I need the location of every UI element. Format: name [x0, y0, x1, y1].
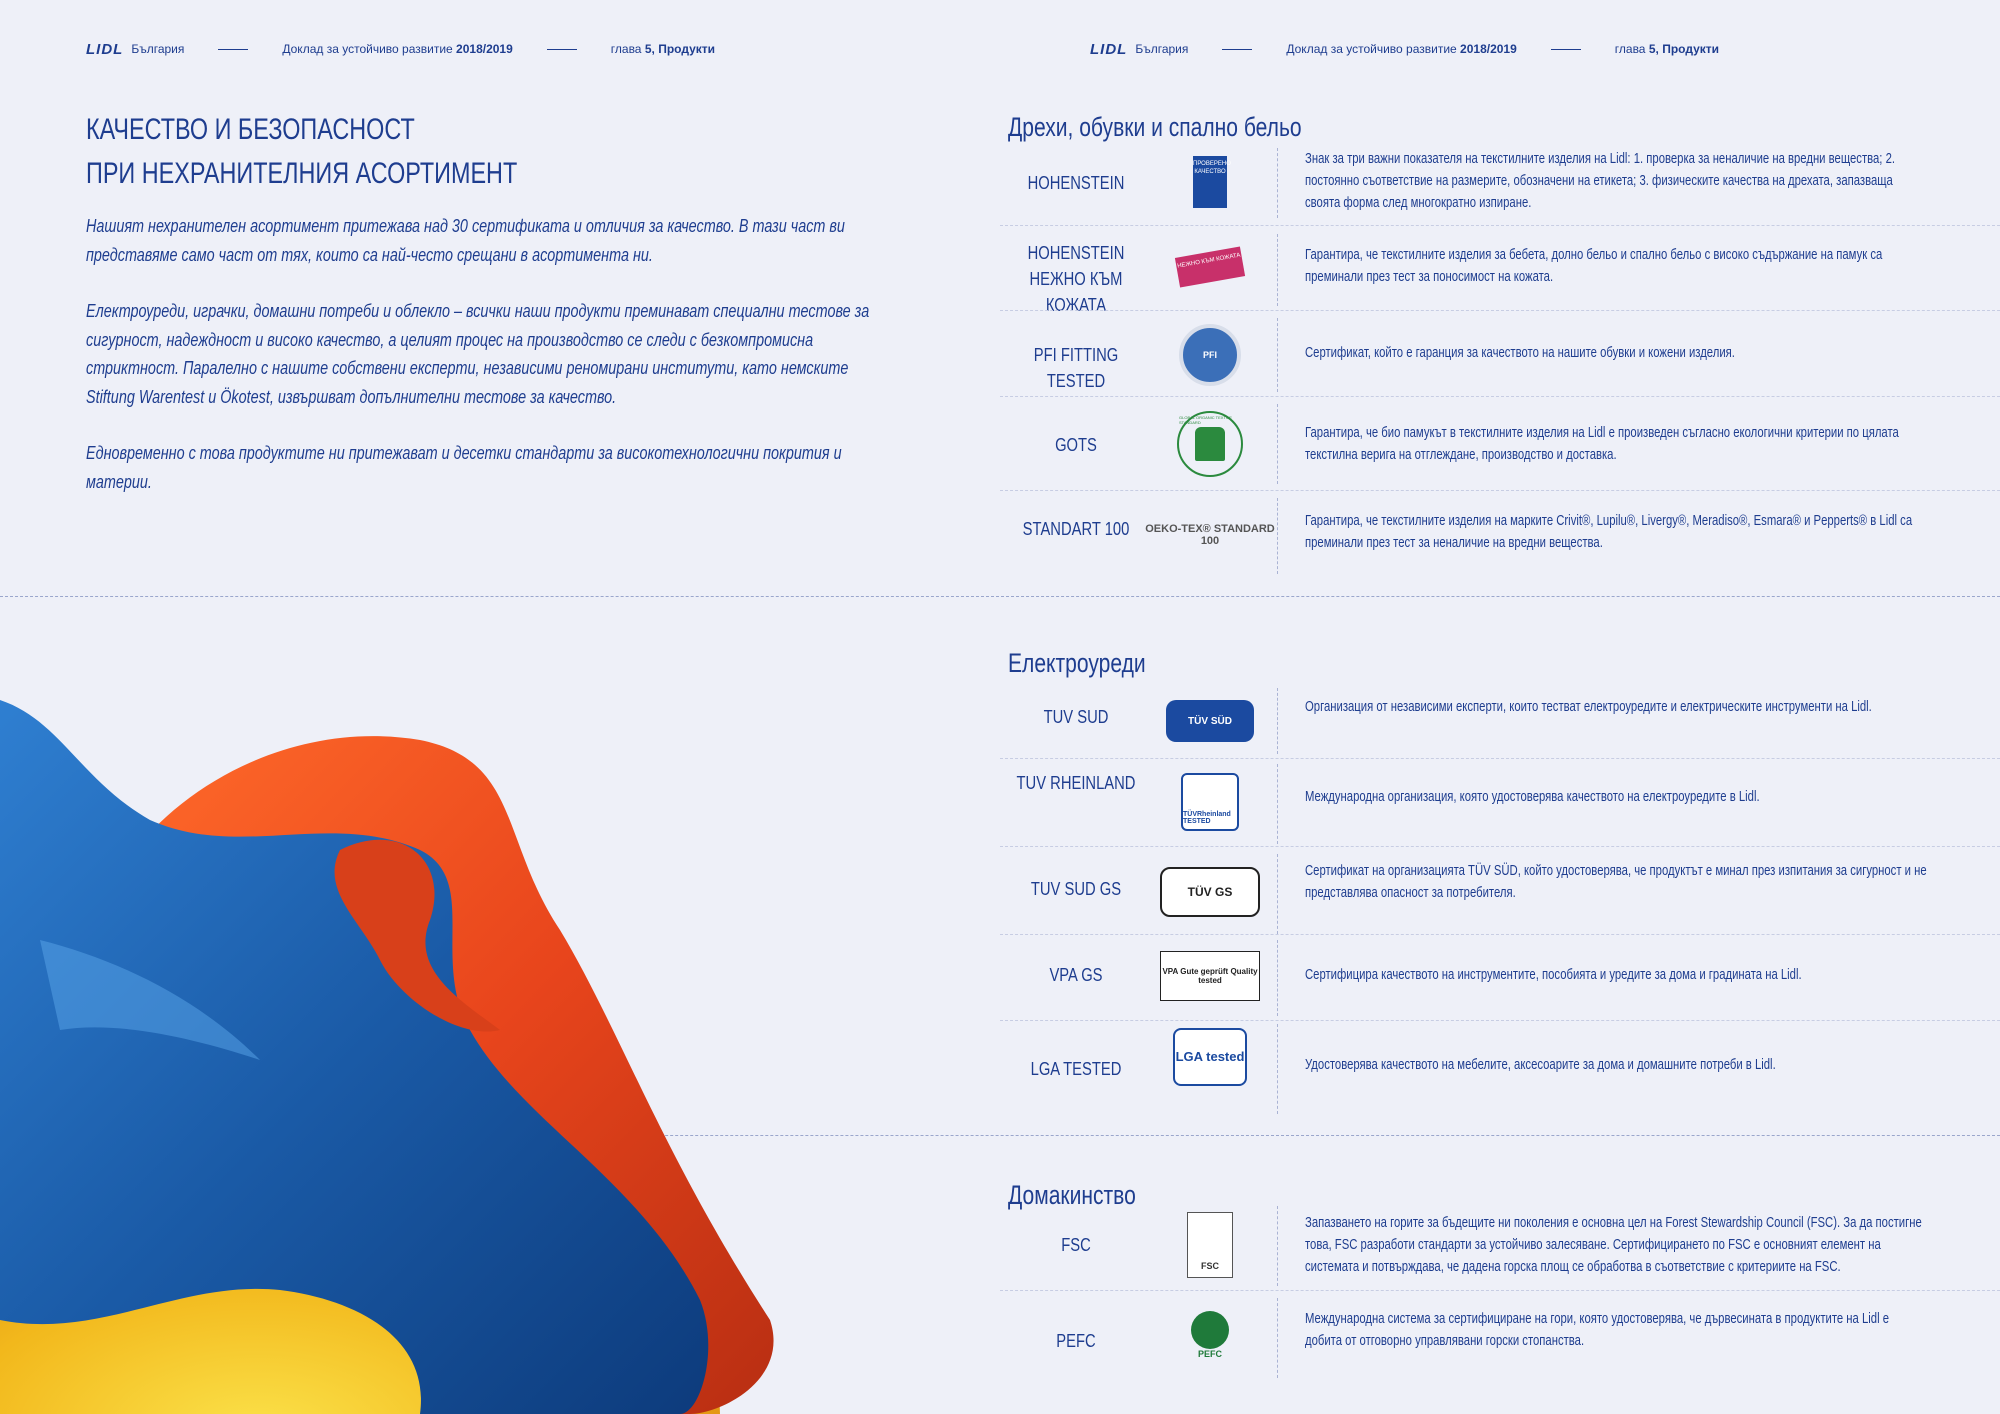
cert-row-hohenstein-skin	[1000, 234, 2000, 315]
cert-description: Гарантира, че био памукът в текстилните изделия на Lidl е произведен съгласно екологични критерии по цялата текстилна верига на отглеждане, производство и доставка.	[1305, 425, 1899, 463]
cert-name: PEFC	[1056, 1331, 1096, 1351]
intro-paragraph-2: Електроуреди, играчки, домашни потреби и облекло – всички наши продукти преминават специални тестове за сигурност, надеждност и високо качество, а целият процес на производство се следи с безкомпромисна стриктност. Паралелно с нашите собствени експерти, независими реномирани институти, като немските Stiftung Warentest и Ökotest, извършват допълнителни тестове за качество.	[86, 301, 870, 407]
cert-row-fsc	[1000, 1206, 2000, 1286]
cert-row-pfi	[1000, 318, 2000, 392]
header-divider	[1551, 49, 1581, 50]
cert-row-tuv-rheinland	[1000, 764, 2000, 844]
header-divider	[218, 49, 248, 50]
cert-description: Гарантира, че текстилните изделия на марките Crivit®, Lupilu®, Livergy®, Meradiso®, Esmara® и Pepperts® в Lidl са преминали през тест за неналичие на вредни вещества.	[1305, 513, 1913, 551]
cert-row-lga-tested	[1000, 1024, 2000, 1114]
cert-name: HOHENSTEIN	[1027, 173, 1125, 193]
fsc-logo: FSC	[1160, 1210, 1260, 1280]
cert-description: Сертификат на организацията TÜV SÜD, който удостоверява, че продуктът е минал през изпитания за сигурност и не представлява опасност за потребителя.	[1305, 863, 1927, 901]
header-chapter: глава 5, Продукти	[610, 42, 716, 56]
cert-row-oeko-tex	[1000, 498, 2000, 574]
header-left	[86, 38, 715, 60]
tuv-rheinland-logo: TÜVRheinland TESTED	[1160, 770, 1260, 834]
cert-row-pefc	[1000, 1298, 2000, 1378]
header-country: България	[131, 42, 185, 56]
cert-name: PFI FITTING TESTED	[1033, 345, 1119, 391]
cert-row-hohenstein	[1000, 148, 2000, 218]
cert-row-tuv-sud	[1000, 688, 2000, 754]
intro-paragraph-3: Едновременно с това продуктите ни притежават и десетки стандарти за високотехнологични покрития и материи.	[86, 443, 842, 492]
cert-name: GOTS	[1055, 435, 1097, 455]
header-right	[1090, 38, 1719, 60]
cert-row-tuv-sud-gs	[1000, 854, 2000, 934]
section-title-household: Домакинство	[1008, 1180, 1136, 1210]
tuv-sud-logo: TÜV SÜD	[1160, 696, 1260, 746]
header-chapter: глава 5, Продукти	[1614, 42, 1720, 56]
cert-name: STANDART 100	[1022, 519, 1130, 539]
cert-description: Знак за три важни показателя на текстилните изделия на Lidl: 1. проверка за неналичие на вредни вещества; 2. постоянно съответствие на размерите, обозначени на етикета; 3. физическите качества на дрехата, запазваща своята форма след многократно изпиране.	[1305, 151, 1896, 211]
oeko-tex-logo: OEKO-TEX® STANDARD 100	[1145, 523, 1275, 547]
vpa-gs-logo: VPA Gute geprüft Quality tested	[1160, 946, 1260, 1006]
cert-name: VPA GS	[1049, 965, 1103, 985]
cert-description: Организация от независими експерти, които тестват електроуредите и електрическите инструменти на Lidl.	[1305, 699, 1872, 715]
header-divider	[547, 49, 577, 50]
page-title-line2: ПРИ НЕХРАНИТЕЛНИЯ АСОРТИМЕНТ	[86, 157, 518, 190]
section-title-clothing: Дрехи, обувки и спално бельо	[1008, 112, 1302, 142]
cert-row-gots	[1000, 404, 2000, 484]
cert-description: Удостоверява качеството на мебелите, аксесоарите за дома и домашните потреби в Lidl.	[1305, 1057, 1776, 1073]
gots-logo: GLOBAL ORGANIC TEXTILE STANDARD	[1160, 408, 1260, 480]
cert-name: FSC	[1061, 1235, 1091, 1255]
header-country: България	[1135, 42, 1189, 56]
cert-name: HOHENSTEIN НЕЖНО КЪМ КОЖАТА	[1027, 243, 1125, 315]
lga-tested-logo: LGA tested	[1160, 1026, 1260, 1088]
hohenstein-logo: ПРОВЕРЕНО КАЧЕСТВО	[1160, 154, 1260, 210]
cert-name: TUV RHEINLAND	[1016, 773, 1136, 793]
intro-paragraph-1: Нашият нехранителен асортимент притежава над 30 сертификата и отличия за качество. В тази част ви представяме само част от тях, които са най-често срещани в асортимента ни.	[86, 216, 845, 265]
pfi-logo: PFI	[1160, 322, 1260, 388]
fabric-ball-image	[0, 700, 800, 1414]
lidl-logo: LIDL	[86, 40, 124, 58]
section-title-electro: Електроуреди	[1008, 648, 1146, 678]
page-title	[86, 108, 517, 196]
cert-name: TUV SUD GS	[1030, 879, 1122, 899]
lidl-logo: LIDL	[1090, 40, 1128, 58]
page-title-line1: КАЧЕСТВО И БЕЗОПАСНОСТ	[86, 113, 415, 146]
cert-description: Международна организация, която удостоверява качеството на електроуредите в Lidl.	[1305, 789, 1760, 805]
cert-name: LGA TESTED	[1030, 1059, 1122, 1079]
cert-description: Международна система за сертифициране на гори, която удостоверява, че дървесината в продуктите на Lidl е добита от отговорно управлявани горски стопанства.	[1305, 1311, 1890, 1349]
cert-description: Сертифицира качеството на инструментите, пособията и уредите за дома и градината на Lidl.	[1305, 967, 1802, 983]
pefc-logo: PEFC	[1160, 1302, 1260, 1368]
section-divider	[0, 596, 2000, 597]
cert-description: Запазването на горите за бъдещите ни поколения е основна цел на Forest Stewardship Council (FSC). За да постигне това, FSC разработи стандарти за устойчиво залесяване. Сертифицирането по FSC е основният елемент на системата и потвърждава, че дадена горска площ се обработва в съответствие с критериите на FSC.	[1305, 1215, 1922, 1275]
tuv-sud-gs-logo: TÜV GS	[1160, 862, 1260, 922]
cert-row-vpa-gs	[1000, 940, 2000, 1016]
hohenstein-skin-logo: НЕЖНО КЪМ КОЖАТА	[1160, 244, 1260, 290]
header-report: Доклад за устойчиво развитие 2018/2019	[282, 42, 513, 56]
header-report: Доклад за устойчиво развитие 2018/2019	[1286, 42, 1517, 56]
cert-name: TUV SUD	[1043, 707, 1109, 727]
cert-description: Гарантира, че текстилните изделия за бебета, долно бельо и спално бельо с високо съдържание на памук са преминали през тест за поносимост на кожата.	[1305, 247, 1883, 285]
cert-description: Сертификат, който е гаранция за качеството на нашите обувки и кожени изделия.	[1305, 345, 1735, 361]
header-divider	[1222, 49, 1252, 50]
intro-text	[86, 212, 886, 524]
